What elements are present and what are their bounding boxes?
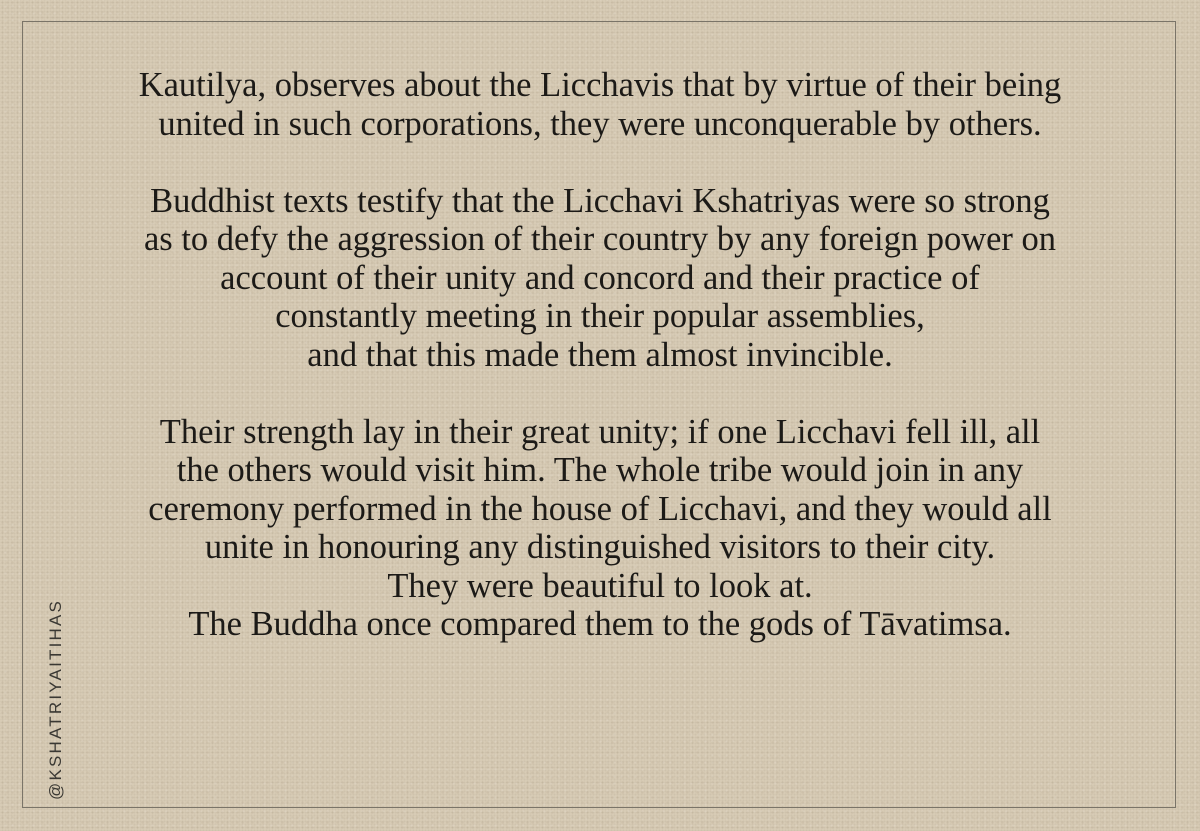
text-line: unite in honouring any distinguished visitors to their city. bbox=[204, 528, 996, 566]
paragraph-buddhist-texts bbox=[60, 182, 1140, 375]
paragraph-strength-unity bbox=[60, 413, 1140, 644]
quote-text-block bbox=[60, 66, 1140, 644]
text-line: constantly meeting in their popular assemblies, bbox=[275, 297, 925, 335]
text-line: The Buddha once compared them to the gods of Tāvatimsa. bbox=[188, 605, 1012, 643]
text-line: Kautilya, observes about the Licchavis that by virtue of their being bbox=[138, 66, 1062, 104]
paragraph-kautilya bbox=[60, 66, 1140, 143]
text-line: as to defy the aggression of their country by any foreign power on bbox=[143, 220, 1057, 258]
text-line: Their strength lay in their great unity; if one Licchavi fell ill, all bbox=[159, 412, 1041, 451]
text-line: ceremony performed in the house of Licchavi, and they would all bbox=[148, 489, 1052, 528]
text-line: They were beautiful to look at. bbox=[387, 566, 813, 605]
text-line: and that this made them almost invincible. bbox=[307, 335, 893, 374]
text-line: account of their unity and concord and their practice of bbox=[220, 258, 980, 297]
text-line: the others would visit him. The whole tribe would join in any bbox=[176, 451, 1024, 489]
watermark-handle: @KSHATRIYAITIHAS bbox=[46, 598, 65, 800]
text-line: Buddhist texts testify that the Licchavi Kshatriyas were so strong bbox=[150, 181, 1050, 220]
text-line: united in such corporations, they were unconquerable by others. bbox=[158, 104, 1042, 143]
